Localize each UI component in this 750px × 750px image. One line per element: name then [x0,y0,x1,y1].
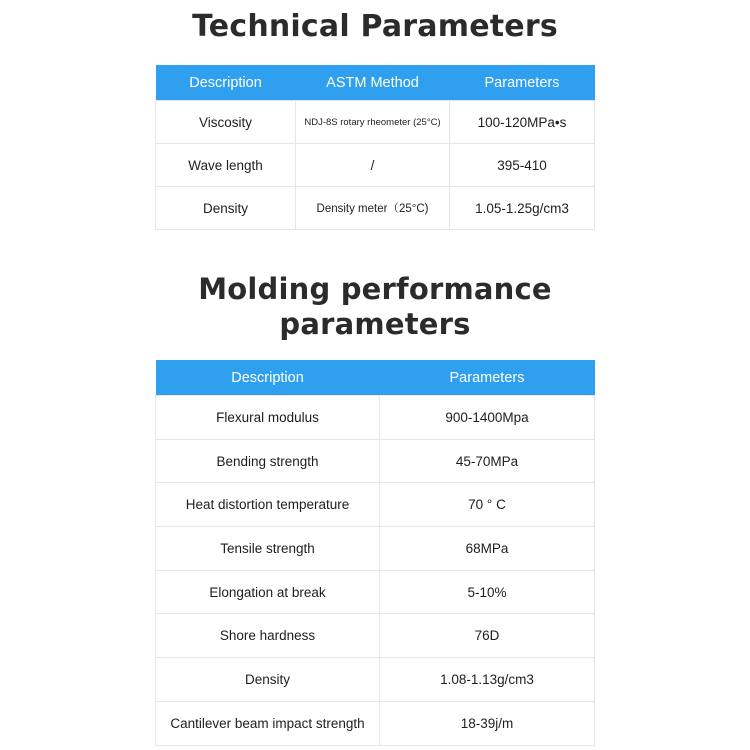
table-row [156,614,595,658]
row-value: 100-120MPa•s [450,101,595,144]
table-header-row [156,360,595,396]
row-description: Tensile strength [156,527,380,571]
row-value: 70 ° C [380,483,595,527]
table-row [156,570,595,614]
table-row [156,527,595,571]
molding-title-line-1: Molding performance [198,272,552,306]
table-header-row [156,65,595,101]
column-header-description: Description [156,360,380,396]
table-row [156,144,595,187]
table-row [156,439,595,483]
row-description: Density [156,187,296,230]
technical-parameters-table [155,65,595,230]
table-row [156,701,595,745]
row-value: 1.08-1.13g/cm3 [380,658,595,702]
technical-parameters-title: Technical Parameters [192,9,558,44]
table-row [156,658,595,702]
row-value: 68MPa [380,527,595,571]
row-description: Flexural modulus [156,396,380,440]
row-description: Cantilever beam impact strength [156,701,380,745]
column-header-parameters: Parameters [450,65,595,101]
row-description: Heat distortion temperature [156,483,380,527]
row-value: 5-10% [380,570,595,614]
row-method: Density meter（25°C) [296,187,450,230]
row-method: NDJ-8S rotary rheometer (25°C) [296,101,450,144]
column-header-description: Description [156,65,296,101]
table-row [156,187,595,230]
molding-performance-table [155,360,595,746]
row-value: 1.05-1.25g/cm3 [450,187,595,230]
row-description: Density [156,658,380,702]
molding-title-line-2: parameters [279,307,471,341]
row-value: 45-70MPa [380,439,595,483]
row-value: 900-1400Mpa [380,396,595,440]
column-header-astm-method: ASTM Method [296,65,450,101]
row-description: Elongation at break [156,570,380,614]
row-value: 76D [380,614,595,658]
row-description: Bending strength [156,439,380,483]
row-description: Shore hardness [156,614,380,658]
row-description: Viscosity [156,101,296,144]
row-value: 18-39j/m [380,701,595,745]
table-row [156,101,595,144]
row-description: Wave length [156,144,296,187]
table-row [156,396,595,440]
row-value: 395-410 [450,144,595,187]
molding-performance-title [0,272,750,342]
table-row [156,483,595,527]
column-header-parameters: Parameters [380,360,595,396]
row-method: / [296,144,450,187]
